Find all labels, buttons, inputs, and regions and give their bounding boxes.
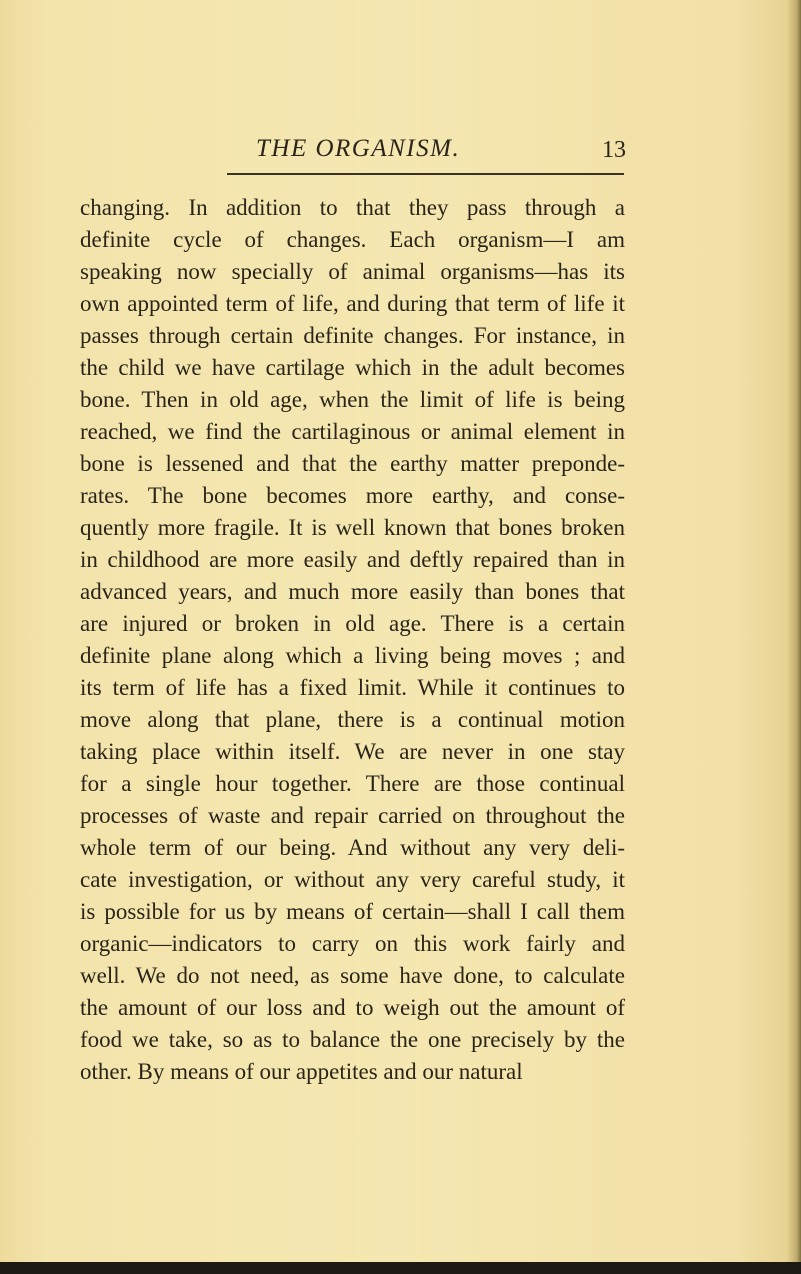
header-rule [227,173,624,175]
text-line: well. We do not need, as some have done, to calculate [80,963,625,988]
text-line: in childhood are more easily and deftly repaired than in [80,547,625,572]
text-line: bone. Then in old age, when the limit of life is being [80,387,625,412]
text-line: reached, we find the cartilaginous or animal element in [80,419,625,444]
page-header [256,135,626,169]
text-line: move along that plane, there is a continual motion [80,707,625,732]
page-edge-shadow [787,0,801,1274]
text-line: the child we have cartilage which in the adult becomes [80,355,625,380]
text-line: passes through certain definite changes. For instance, in [80,323,625,348]
text-line: the amount of our loss and to weigh out the amount of [80,995,625,1020]
text-line: own appointed term of life, and during that term of life it [80,291,625,316]
text-line: taking place within itself. We are never in one stay [80,739,625,764]
text-line: other. By means of our appetites and our natural [80,1059,523,1084]
text-line: definite plane along which a living being moves ; and [80,643,625,668]
text-line: its term of life has a fixed limit. While it continues to [80,675,625,700]
text-line: definite cycle of changes. Each organism—I am [80,227,625,252]
text-line: cate investigation, or without any very careful study, it [80,867,625,892]
text-line: processes of waste and repair carried on throughout the [80,803,625,828]
text-line: quently more fragile. It is well known that bones broken [80,515,625,540]
text-line: organic—indicators to carry on this work fairly and [80,931,625,956]
text-line: changing. In addition to that they pass through a [80,195,625,220]
text-line: is possible for us by means of certain—shall I call them [80,899,625,924]
bottom-border [0,1262,801,1274]
text-line: whole term of our being. And without any very deli- [80,835,625,860]
text-line: advanced years, and much more easily than bones that [80,579,625,604]
text-line: are injured or broken in old age. There is a certain [80,611,625,636]
text-line: bone is lessened and that the earthy matter preponde- [80,451,625,476]
running-head: THE ORGANISM. [256,135,461,162]
text-line: rates. The bone becomes more earthy, and conse- [80,483,625,508]
body-text [80,192,625,1088]
text-line: food we take, so as to balance the one precisely by the [80,1027,625,1052]
text-line: for a single hour together. There are those continual [80,771,625,796]
page-number: 13 [602,137,626,163]
text-line: speaking now specially of animal organisms—has its [80,259,625,284]
